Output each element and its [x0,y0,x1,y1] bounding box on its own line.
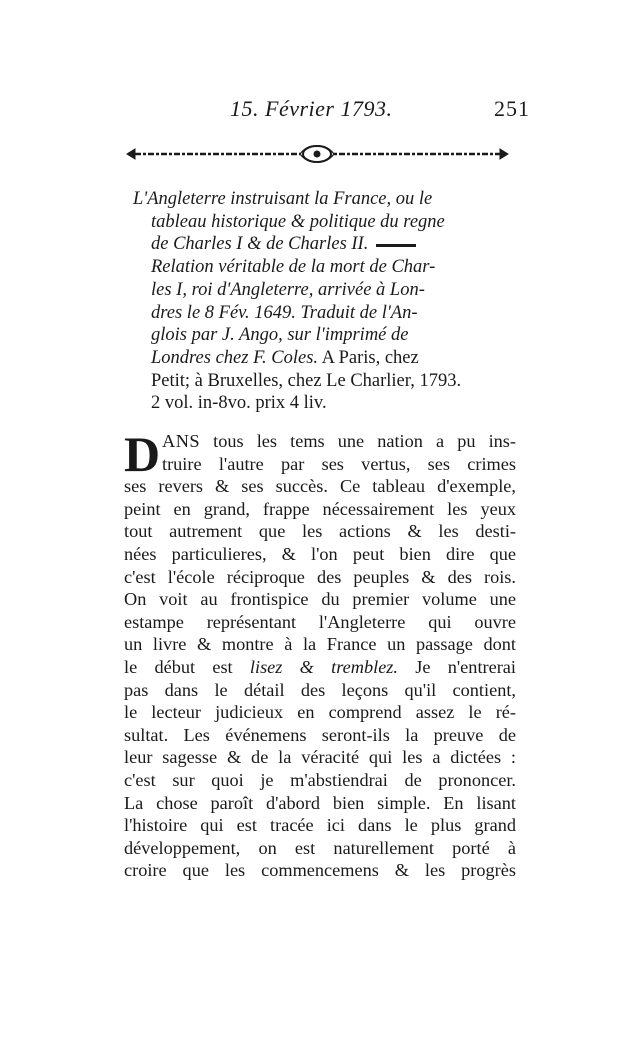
book-entry-segment: dres le 8 Fév. 1649. Traduit de l'An- [151,302,418,323]
book-entry-line [133,302,523,325]
book-entry-segment: A Paris, chez [318,347,419,368]
review-line [124,633,516,656]
dash-rule [376,244,416,247]
book-entry-line [133,347,523,370]
review-line [124,656,516,679]
book-entry-segment: 2 vol. in-8vo. prix 4 liv. [151,393,327,414]
review-line [124,701,516,724]
book-entry-segment: Petit; à Bruxelles, chez Le Charlier, 1793. [151,370,462,391]
review-segment: c'est sur quoi je m'abstiendrai de prononcer. [124,769,516,790]
review-line [124,769,516,792]
review-line [124,611,516,634]
book-entry-segment: L'Angleterre instruisant la France, ou le [133,189,433,209]
review-segment: tout autrement que les actions & les desti- [124,521,516,542]
review-line [124,475,516,498]
book-entry-citation [133,188,523,415]
book-entry-line [133,392,523,415]
drop-cap: D [124,426,161,482]
review-line [124,746,516,769]
page-number: 251 [494,96,530,121]
review-segment: truire l'autre par ses vertus, ses crimes [162,453,516,474]
running-title: 15. Février 1793. [230,96,393,121]
review-segment: développement, on est naturellement porté à [124,837,516,858]
review-line [124,543,516,566]
book-entry-segment: tableau historique & politique du regne [151,211,445,232]
review-segment: lisez & tremblez. [249,656,398,677]
review-line [124,588,516,611]
review-segment: Je n'entrerai [398,656,516,677]
review-segment: pas dans le détail des leçons qu'il contient, [124,679,516,700]
review-segment: La chose paroît d'abord bien simple. En lisant [124,792,516,813]
book-entry-segment: Relation véritable de la mort de Char- [151,257,436,278]
review-segment: l'histoire qui est tracée ici dans le plus grand [124,815,516,836]
review-segment: ses revers & ses succès. Ce tableau d'exemple, [124,476,516,497]
review-line [124,566,516,589]
book-entry-segment: les I, roi d'Angleterre, arrivée à Lon- [151,279,425,300]
book-entry-line [133,233,523,256]
review-segment: le lecteur judicieux en comprend assez le ré- [124,702,516,723]
review-segment: nées particulieres, & l'on peut bien dire que [124,543,516,564]
review-line [124,453,516,476]
book-entry-segment: Londres chez F. Coles. [151,347,319,368]
review-segment: le début est [124,656,250,677]
review-segment: On voit au frontispice du premier volume une [124,589,516,610]
book-entry-segment: de Charles I & de Charles II. [151,234,369,255]
review-line [124,792,516,815]
review-segment: croire que les commencemens & les progrès [124,860,516,881]
review-segment: tous les tems une nation a pu ins- [200,431,516,451]
review-line [124,520,516,543]
running-head [130,96,530,126]
review-line [124,814,516,837]
review-segment: sultat. Les événemens seront-ils la preuve de [124,724,516,745]
review-segment: c'est l'école réciproque des peuples & des rois. [124,566,516,587]
book-entry-line [133,256,523,279]
review-line [124,498,516,521]
review-body [124,426,516,882]
book-entry-line [133,370,523,393]
book-entry-line [133,188,523,211]
book-entry-line [133,279,523,302]
review-line [124,859,516,882]
review-segment: estampe représentant l'Angleterre qui ouvre [124,611,516,632]
decorative-rule-ornament [125,142,510,166]
review-line [124,724,516,747]
review-line [124,679,516,702]
book-entry-segment: glois par J. Ango, sur l'imprimé de [151,325,409,346]
review-segment: ANS [162,431,201,451]
book-entry-line [133,211,523,234]
review-segment: leur sagesse & de la véracité qui les a dictées : [124,747,516,768]
review-segment: peint en grand, frappe nécessairement les yeux [124,498,516,519]
review-line [124,837,516,860]
review-segment: un livre & montre à la France un passage dont [124,634,516,655]
book-entry-line [133,324,523,347]
review-line [124,430,516,453]
